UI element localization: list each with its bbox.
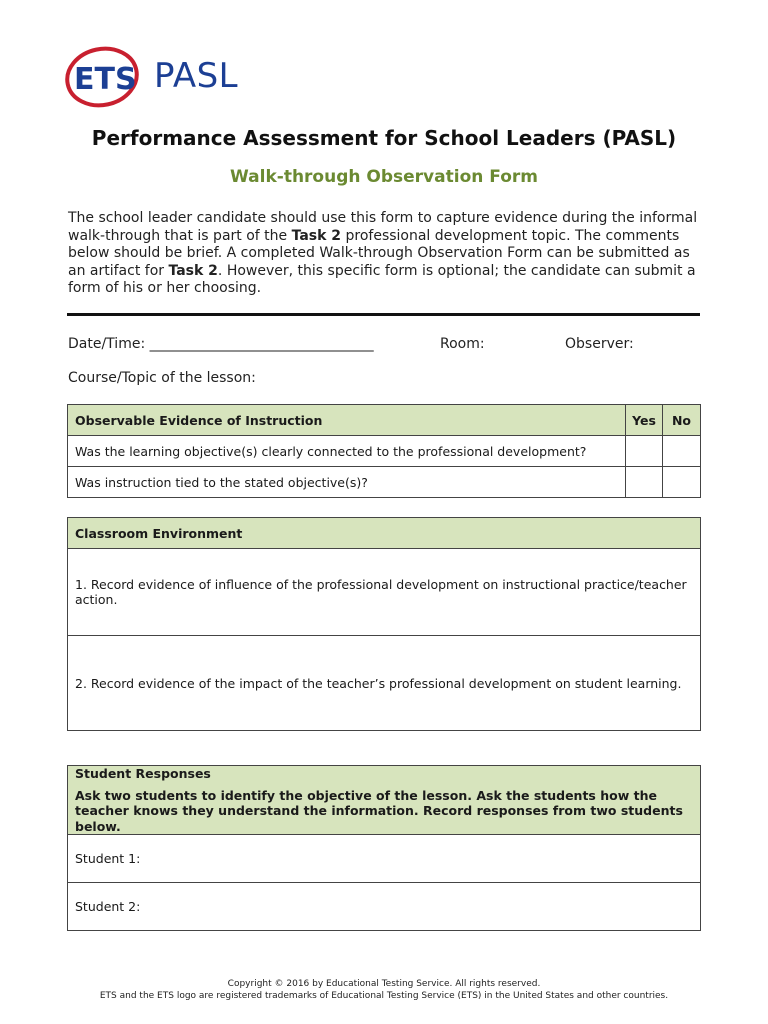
copyright-line: Copyright © 2016 by Educational Testing Service. All rights reserved. bbox=[227, 979, 541, 989]
table-row bbox=[68, 436, 701, 467]
table-row bbox=[68, 835, 701, 883]
room-field[interactable]: Room: bbox=[440, 336, 485, 352]
no-checkbox-cell[interactable] bbox=[663, 467, 701, 498]
yes-checkbox-cell[interactable] bbox=[626, 436, 663, 467]
classroom-prompt-1[interactable]: 1. Record evidence of influence of the professional development on instructional practice/teacher action. bbox=[68, 549, 701, 636]
student-header-cell bbox=[68, 766, 701, 835]
classroom-prompt-2[interactable]: 2. Record evidence of the impact of the teacher’s professional development on student learning. bbox=[68, 636, 701, 731]
classroom-environment-table bbox=[67, 517, 701, 731]
intro-paragraph bbox=[68, 210, 700, 298]
ets-logo-text: ETS bbox=[74, 62, 137, 97]
no-column-header: No bbox=[663, 405, 701, 436]
intro-task-ref-2: Task 2 bbox=[168, 262, 218, 279]
student-table-header bbox=[68, 766, 701, 835]
student-responses-table bbox=[67, 765, 701, 931]
evidence-table-header bbox=[68, 405, 701, 436]
copyright-footer bbox=[0, 978, 768, 1002]
evidence-question: Was the learning objective(s) clearly connected to the professional development? bbox=[68, 436, 626, 467]
student-instructions: Ask two students to identify the objective of the lesson. Ask the students how the teacher knows they understand the information. Record responses from two students below. bbox=[75, 787, 683, 834]
table-row bbox=[68, 467, 701, 498]
table-row bbox=[68, 883, 701, 931]
section-divider bbox=[67, 313, 700, 316]
observer-field[interactable]: Observer: bbox=[565, 336, 634, 352]
trademark-line: ETS and the ETS logo are registered trademarks of Educational Testing Service (ETS) in the United States and other countries. bbox=[99, 991, 669, 1001]
table-row bbox=[68, 549, 701, 636]
page-title: Performance Assessment for School Leaders (PASL) bbox=[91, 126, 677, 150]
no-checkbox-cell[interactable] bbox=[663, 436, 701, 467]
evidence-table bbox=[67, 404, 701, 498]
intro-text-3: . However, this specific form is optional; the candidate can submit a form of his or her choosing. bbox=[68, 262, 696, 296]
student-2-response[interactable]: Student 2: bbox=[68, 883, 701, 931]
classroom-table-header bbox=[68, 518, 701, 549]
yes-column-header: Yes bbox=[626, 405, 663, 436]
student-header: Student Responses bbox=[75, 766, 211, 781]
table-row bbox=[68, 636, 701, 731]
evidence-header: Observable Evidence of Instruction bbox=[68, 405, 626, 436]
page-subtitle: Walk-through Observation Form bbox=[230, 167, 538, 187]
pasl-logo-text: PASL bbox=[154, 56, 239, 96]
intro-task-ref-1: Task 2 bbox=[291, 227, 342, 244]
yes-checkbox-cell[interactable] bbox=[626, 467, 663, 498]
course-topic-field[interactable]: Course/Topic of the lesson: bbox=[68, 370, 256, 386]
student-1-response[interactable]: Student 1: bbox=[68, 835, 701, 883]
intro-text-2: professional development topic. The comments below should be brief. A completed Walk-through Observation Form can be submitted as an artifact for bbox=[68, 227, 690, 279]
evidence-question: Was instruction tied to the stated objective(s)? bbox=[68, 467, 626, 498]
classroom-header: Classroom Environment bbox=[68, 518, 701, 549]
intro-text-1: The school leader candidate should use this form to capture evidence during the informal walk-through that is part of the bbox=[68, 210, 698, 244]
date-time-field[interactable]: Date/Time: ________________________________ bbox=[68, 336, 374, 352]
